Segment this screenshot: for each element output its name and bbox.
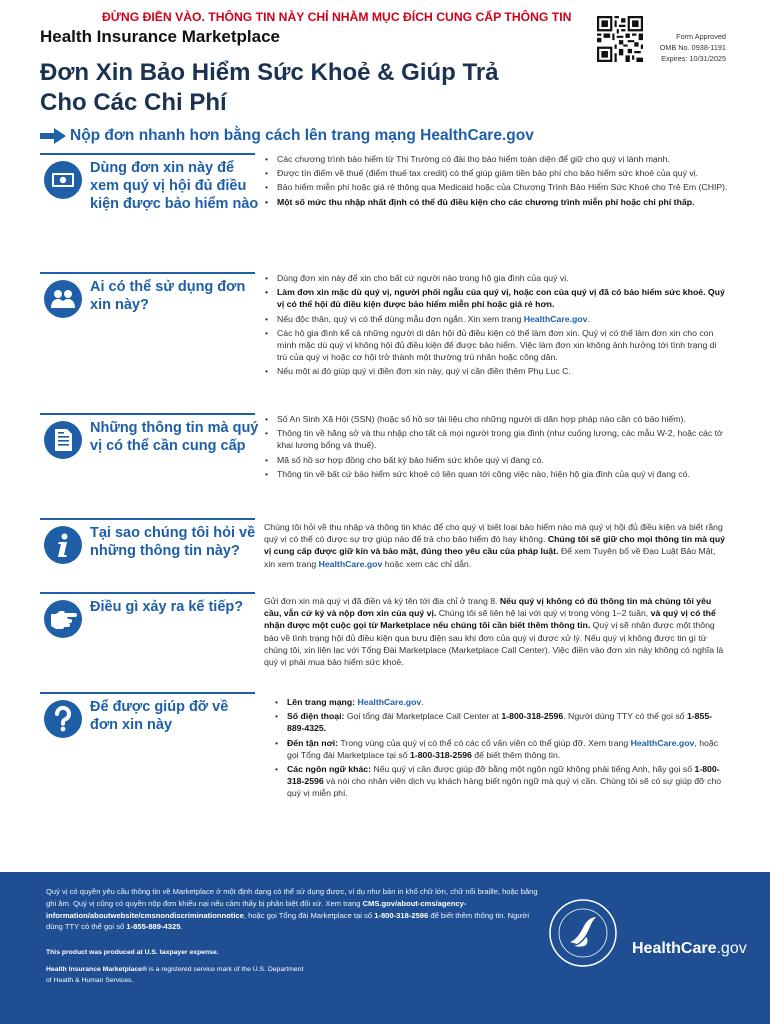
taxpayer-notice: This product was produced at U.S. taxpayer expense. [46,949,219,956]
section-divider [40,153,255,155]
phone-number: 1-800-318-2596 [410,749,472,760]
list-item: • Các hộ gia đình kể cả những người di dân hội đủ điều kiện có thể làm đơn xin. Quý vị có thể làm đơn xin cho con mình mặc dù quý vị không hội đủ điều kiện để được bảo hiểm. Việc làm đơn xin không ảnh hưởng tới tình trạng di trú của quý vị hoặc cơ hội trở thành một thường trú nhân hoặc công dân. [264,327,728,364]
info-icon [44,526,82,564]
list-item: • Dùng đơn xin này để xin cho bất cứ người nào trong hộ gia đình của quý vị. [264,272,728,284]
list-item: • Lên trang mạng: HealthCare.gov. [274,696,728,708]
people-icon [44,280,82,318]
paragraph-text: hoặc xem các chỉ dẫn. [384,558,472,569]
omb-number: OMB No. 0938-1191 [659,43,726,52]
qr-code-icon [597,16,643,62]
section-body [274,696,728,802]
footer-text: Quý vị có quyền yêu cầu thông tin về Marketplace ở một định dạng có thể sử dụng được, ví dụ như bản in khổ chữ lớn, chữ nổi braille, hoặc băng ghi âm. Quý vị cũng có quyền nộp đơn khiếu nại nếu cảm thấy bị phân biệt đối xử. Xem trang [46,887,538,908]
section-heading: Dùng đơn xin này để xem quý vị hội đủ điều kiện được bảo hiểm nào [90,160,259,212]
section-divider [40,692,255,694]
title-line-2: Cho Các Chi Phí [40,89,227,116]
service-mark-name: Health Insurance Marketplace® [46,966,147,973]
page-title [40,58,580,118]
list-item: • Bảo hiểm miễn phí hoặc giá rẻ thông qua Medicaid hoặc của Chương Trình Bảo Hiểm Sức Khoẻ cho Trẻ Em (CHIP). [264,181,728,193]
paragraph-bold: và quý vị có thể nhận được một cuộc gọi từ Marketplace nếu chúng tôi cần biết thêm thông tin. [264,608,716,631]
paragraph-text: Quý vị sẽ nhận được một thông báo về tình trạng hội đủ điều kiện qua bưu điện sau khi đơn của quý vị được xử lý. Nếu quý vị không được tin gì từ chúng tôi, xin liên lạc với Tổng Đài Marketplace (Marketplace Call Center). Việc điền vào đơn xin này không có nghĩa là quý vị phải mua bảo hiểm sức khoẻ. [264,620,724,668]
apply-online-text: Nộp đơn nhanh hơn bằng cách lên trang mạng HealthCare.gov [70,127,534,144]
help-in-person-text: , hoặc gọi Tổng đài Marketplace tại số [287,737,719,760]
list-item [274,710,728,734]
paragraph-text: Chúng tôi sẽ liên hệ lại với quý vị trong vòng 1–2 tuần, [438,608,649,619]
section-heading: Những thông tin mà quý vị có thể cần cung cấp [90,420,259,454]
section-help [40,692,730,832]
tty-number: 1-855-889-4325 [126,922,181,932]
question-icon [44,700,82,738]
help-in-person-text: Trong vùng của quý vị có thể có các cố vấn viên có thể giúp đỡ. Xem trang [340,737,629,748]
logo-text: .gov [716,940,747,957]
help-in-person-text: để biết thêm thông tin. [474,749,561,760]
money-icon [44,161,82,199]
phone-number: 1-800-318-2596 [501,711,564,722]
help-phone-text: Gọi tổng đài Marketplace Call Center at [346,711,499,722]
omb-block [660,31,726,64]
healthcare-gov-logo [632,940,747,958]
arrow-right-icon [40,127,66,145]
service-mark-notice [46,964,306,986]
paragraph-text: Gửi đơn xin mà quý vị đã điền và ký tên tới địa chỉ ở trang 8. [264,596,498,606]
paragraph-bold: Nếu quý vị không có đủ thông tin mà chúng tôi yêu cầu, vẫn cứ ký và nộp đơn xin của quý vị. [264,596,712,619]
section-divider [40,413,255,415]
healthcare-gov-link[interactable]: HealthCare.gov [630,737,695,748]
section-what-happens-next [40,592,730,688]
paragraph-text: Chúng tôi hỏi về thu nhập và thông tin khác để cho quý vị biết loại bảo hiểm nào mà quý vị hội đủ điều kiện và biết rằng quý vị có thể có được sự trợ giúp nào để trả cho bảo hiểm đó hay không. [264,522,723,545]
section-eligibility [40,153,730,265]
marketplace-label: Health Insurance Marketplace [40,27,280,46]
list-item: • Làm đơn xin mặc dù quý vị, người phối ngẫu của quý vị, hoặc con của quý vị đã có bảo hiểm sức khoẻ. Quý vị có thể hội đủ điều kiện được bảo hiểm miễn phí hoặc giá rẻ hơn. [264,286,728,310]
phone-number: 1-800-318-2596 [374,910,429,920]
paragraph-text: Để xem Tuyên bố về Đạo Luật Bảo Mật, xin xem trang [264,546,716,569]
list-item-text: Nếu độc thân, quý vị có thể dùng mẫu đơn ngắn. Xin xem trang [277,313,522,324]
footer-text: . [180,922,183,932]
form-approved-label: Form Approved [676,32,726,41]
section-divider [40,272,255,274]
section-body [264,595,728,668]
help-language-text: Nếu quý vị cần được giúp đỡ bằng một ngôn ngữ không phải tiếng Anh, hãy gọi số [373,764,693,775]
help-language-label: Các ngôn ngữ khác: [287,764,372,775]
list-item: • Nếu độc thân, quý vị có thể dùng mẫu đơn ngắn. Xin xem trang HealthCare.gov. [264,313,728,325]
help-phone-text: . Người dùng TTY có thể gọi số [563,711,685,722]
section-body [264,413,728,482]
section-body [264,521,728,570]
warning-banner: ĐỪNG ĐIỀN VÀO. THÔNG TIN NÀY CHỈ NHẰM MỤC ĐÍCH CUNG CẤP THÔNG TIN [102,10,572,24]
healthcare-gov-link[interactable]: HealthCare.gov [523,313,588,324]
section-heading: Điều gì xảy ra kế tiếp? [90,599,244,615]
list-item: • Mã số hồ sơ hợp đồng cho bất kỳ bảo hiểm sức khỏe quý vị đang có. [264,454,728,466]
title-line-1: Đơn Xin Bảo Hiểm Sức Khoẻ & Giúp Trả [40,59,499,86]
hhs-seal-icon [548,898,618,968]
list-item: • Các chương trình bảo hiểm từ Thị Trường có đài thọ bảo hiểm toàn diện để giữ cho quý vị lành mạnh. [264,153,728,165]
service-mark-text: is a registered service mark of the U.S. Department of Health & Human Services. [46,966,304,984]
footer-accessibility-text [46,886,546,933]
help-phone-label: Số điện thoại: [287,711,345,722]
list-item: • Được tín điểm về thuế (điểm thuế tax credit) có thể giúp giảm tiền bảo phí cho bảo hiểm sức khoẻ của quý vị. [264,167,728,179]
phone-number: 1-800-318-2596 [287,764,720,787]
tty-number: 1-855-889-4325. [287,711,713,734]
apply-online-banner [40,127,730,151]
cms-nondiscrimination-link[interactable]: CMS.gov/about-cms/agency-information/aboutwebsite/cmsnondiscriminationnotice [46,898,467,920]
section-body [264,272,728,380]
list-item [274,763,728,800]
healthcare-gov-link[interactable]: HealthCare.gov [357,697,422,707]
healthcare-gov-link[interactable]: HealthCare.gov [318,558,383,569]
list-item: • Nếu một ai đó giúp quý vị điền đơn xin này, quý vị cần điền thêm Phụ Lục C. [264,365,728,377]
footer [0,872,770,1024]
section-who-can-use [40,272,730,408]
section-divider [40,592,255,594]
expiration-date: Expires: 10/31/2025 [661,54,726,63]
footer-text: để biết thêm thông tin. Người dùng TTY có thể gọi số [46,910,530,932]
header [0,0,770,116]
help-in-person-label: Đến tận nơi: [287,737,339,748]
section-divider [40,518,255,520]
logo-text: HealthCare [632,940,717,957]
pointing-hand-icon [44,600,82,638]
paragraph [264,521,728,570]
document-icon [44,421,82,459]
help-language-text: và nói cho nhân viên dịch vụ khách hàng biết ngôn ngữ mà quý vị cần. Chúng tôi sẽ có sự giúp đỡ cho quý vị miễn phí. [287,776,722,799]
section-heading: Để được giúp đỡ về đơn xin này [90,699,229,733]
list-item [274,737,728,761]
list-item: • Thông tin về bất cứ bảo hiểm sức khoẻ có liên quan tới công việc nào, hiện hộ gia đình của quý vị đang có. [264,468,728,480]
footer-text: , hoặc gọi Tổng đài Marketplace tại số [243,910,373,920]
privacy-statement: Chúng tôi sẽ giữ cho mọi thông tin mà quý vị cung cấp được giữ kín và bảo mật, đúng theo yêu cầu của pháp luật. [264,534,725,557]
section-heading: Ai có thể sử dụng đơn xin này? [90,279,246,313]
help-web-label: Lên trang mạng: [287,697,356,707]
list-item: • Thông tin về hãng sở và thu nhập cho tất cả mọi người trong gia đình (như cuống lương, các mẫu W-2, hoặc các tờ khai lương bổng và thuế). [264,427,728,451]
list-item: • Số An Sinh Xã Hội (SSN) (hoặc số hồ sơ tài liệu cho những người di dân hợp pháp nào cần có bảo hiểm). [264,413,728,425]
paragraph [264,595,728,668]
list-item: • Một số mức thu nhập nhất định có thể đủ điều kiện cho các chương trình miễn phí hoặc chi phí thấp. [264,196,728,208]
section-heading: Tại sao chúng tôi hỏi về những thông tin này? [90,525,256,559]
section-why-we-ask [40,518,730,588]
section-body [264,153,728,210]
section-information-needed [40,413,730,513]
